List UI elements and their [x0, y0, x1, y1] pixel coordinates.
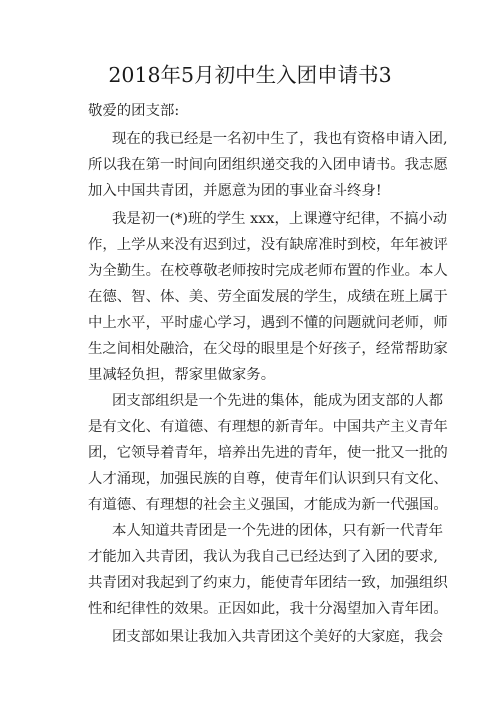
paragraph-line: 为全勤生。在校尊敬老师按时完成老师布置的作业。本人: [88, 263, 448, 279]
paragraph-line: 加入中国共青团，并愿意为团的事业奋斗终身!: [88, 183, 382, 199]
paragraph-line: 现在的我已经是一名初中生了，我也有资格申请入团,: [112, 131, 448, 147]
paragraph-line: 我是初一(*)班的学生 xxx，上课遵守纪律，不搞小动: [112, 211, 448, 227]
paragraph-line: 本人知道共青团是一个先进的团体，只有新一代青年: [112, 523, 443, 539]
document-title: 2018年5月初中生入团申请书3: [108, 63, 392, 87]
paragraph-line: 团，它领导着青年，培养出先进的青年，使一批又一批的: [88, 445, 448, 461]
paragraph-line: 作，上学从来没有迟到过，没有缺席准时到校，年年被评: [88, 237, 448, 253]
paragraph-line: 中上水平，平时虚心学习，遇到不懂的问题就问老师，师: [88, 315, 448, 331]
paragraph-line: 才能加入共青团，我认为我自己已经达到了入团的要求,: [88, 549, 438, 565]
paragraph-line: 在德、智、体、美、劳全面发展的学生，成绩在班上属于: [88, 289, 448, 305]
paragraph-line: 性和纪律性的效果。正因如此，我十分渴望加入青年团。: [88, 601, 448, 617]
paragraph-line: 是有文化、有道德、有理想的新青年。中国共产主义青年: [88, 419, 448, 435]
paragraph-line: 共青团对我起到了约束力，能使青年团结一致，加强组织: [88, 575, 448, 591]
paragraph-line: 团支部组织是一个先进的集体，能成为团支部的人都: [112, 393, 443, 409]
paragraph-line: 里减轻负担，帮家里做家务。: [88, 367, 276, 383]
paragraph-line: 人才涌现，加强民族的自尊，使青年们认识到只有文化、: [88, 471, 448, 487]
salutation: 敬爱的团支部:: [88, 103, 180, 119]
paragraph-line: 有道德、有理想的社会主义强国，才能成为新一代强国。: [88, 497, 448, 513]
paragraph-line: 团支部如果让我加入共青团这个美好的大家庭，我会: [112, 629, 443, 645]
paragraph-line: 所以我在第一时间向团组织递交我的入团申请书。我志愿: [88, 157, 448, 173]
paragraph-line: 生之间相处融洽，在父母的眼里是个好孩子，经常帮助家: [88, 341, 448, 357]
